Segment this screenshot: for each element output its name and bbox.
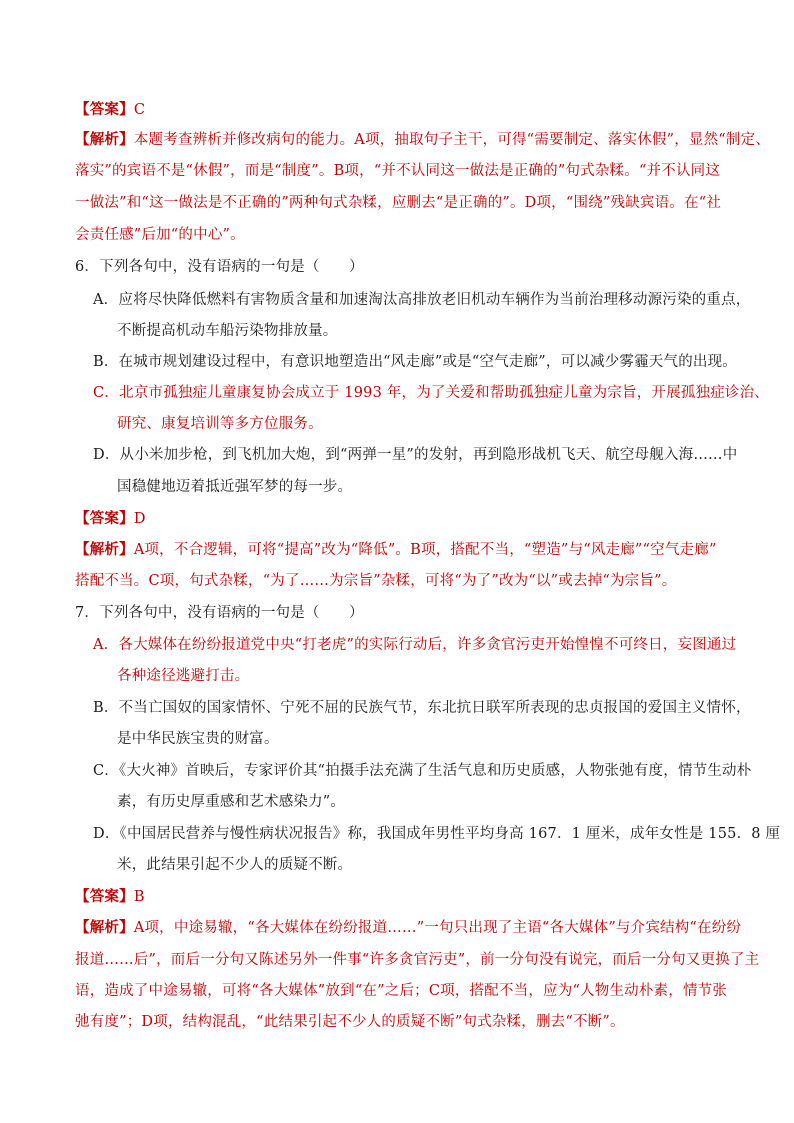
analysis-text: 本题考查辨析并修改病句的能力。A项，抽取句子主干，可得“需要制定、落实休假”，显然“制定、 [133,132,771,148]
analysis-text: A项，不合逻辑，可将“提高”改为“降低”。B项，搭配不当，“塑造”与“风走廊”“空气走廊” [133,542,717,558]
q6-analysis-line-1 [75,540,717,560]
answer-label: 【答案】 [75,101,134,118]
analysis-label: 【解析】 [75,541,134,558]
answer-value: B [133,889,145,905]
q6-analysis-line-2: 搭配不当。C项，句式杂糅，“为了……为宗旨”杂糅，可将“为了”改为“以”或去掉“为宗旨”。 [75,573,677,589]
q7-option-c-line-1: C．《大火神》首映后，专家评价其“拍摄手法充满了生活气息和历史质感，人物张弛有度，情节生动朴 [93,763,752,779]
q7-option-a-line-1: A．各大媒体在纷纷报道党中央“打老虎”的实际行动后，许多贪官污吏开始惶惶不可终日，妄图通过 [93,637,737,653]
q7-option-c-line-2: 素，有历史厚重感和艺术感染力”。 [117,794,346,810]
q6-option-a-line-2: 不断提高机动车船污染物排放量。 [117,323,338,339]
answer-value: D [133,511,146,527]
q7-option-b-line-2: 是中华民族宝贵的财富。 [117,731,279,747]
q7-option-b-line-1: B．不当亡国奴的国家情怀、宁死不屈的民族气节，东北抗日联军所表现的忠贞报国的爱国主义情怀， [93,700,751,716]
q6-option-d-line-2: 国稳健地迈着抵近强军梦的每一步。 [117,479,353,495]
q5-analysis-line-2: 落实”的宾语不是“休假”，而是“制度”。B项，“并不认同这一做法是正确的”句式杂糅。“并不认同这 [75,163,721,179]
q7-option-d-line-1: D．《中国居民营养与慢性病状况报告》称，我国成年男性平均身高 167．1 厘米，成年女性是 155．8 厘 [93,826,781,842]
q7-analysis-line-3: 语，造成了中途易辙，可将“各大媒体”放到“在”之后；C项，搭配不当，应为“人物生动朴素，情节张 [75,983,728,999]
q6-option-a-line-1: A．应将尽快降低燃料有害物质含量和加速淘汰高排放老旧机动车辆作为当前治理移动源污染的重点， [93,292,751,308]
q6-option-c-line-1: C．北京市孤独症儿童康复协会成立于 1993 年，为了关爱和帮助孤独症儿童为宗旨，开展孤独症诊治、 [93,385,770,401]
answer-label: 【答案】 [75,510,134,527]
q7-option-d-line-2: 米，此结果引起不少人的质疑不断。 [117,857,353,873]
q6-option-b-line-1: B．在城市规划建设过程中，有意识地塑造出“风走廊”或是“空气走廊”，可以减少雾霾天气的出现。 [93,354,738,370]
q6-answer-line [75,509,146,529]
answer-value: C [133,102,146,118]
q7-analysis-line-2: 报道……后”，而后一分句又陈述另外一件事“许多贪官污吏”，前一分句没有说完，而后一分句又更换了主 [75,952,760,968]
q7-analysis-line-4: 弛有度”；D项，结构混乱，“此结果引起不少人的质疑不断”句式杂糅，删去“不断”。 [75,1014,625,1030]
q7-stem: 7．下列各句中，没有语病的一句是（ ） [75,605,364,621]
analysis-text: A项，中途易辙，“各大媒体在纷纷报道……”一句只出现了主语“各大媒体”与介宾结构“在纷纷 [133,920,742,936]
analysis-label: 【解析】 [75,919,134,936]
q5-analysis-line-3: 一做法”和“这一做法是不正确的”两种句式杂糅，应删去“是正确的”。D项，“围绕”残缺宾语。在“社 [75,195,722,211]
q6-option-d-line-1: D．从小米加步枪，到飞机加大炮，到“两弹一星”的发射，再到隐形战机飞天、航空母舰入海……中 [93,447,738,463]
q7-answer-line [75,887,145,907]
analysis-label: 【解析】 [75,131,134,148]
answer-label: 【答案】 [75,888,134,905]
q5-analysis-line-4: 会责任感”后加“的中心”。 [75,227,245,243]
q5-analysis-line-1 [75,130,770,150]
q5-answer-line [75,100,145,120]
q7-analysis-line-1 [75,918,741,938]
q7-option-a-line-2: 各种途径逃避打击。 [117,668,250,684]
q6-stem: 6．下列各句中，没有语病的一句是（ ） [75,259,364,275]
q6-option-c-line-2: 研究、康复培训等多方位服务。 [117,416,323,432]
